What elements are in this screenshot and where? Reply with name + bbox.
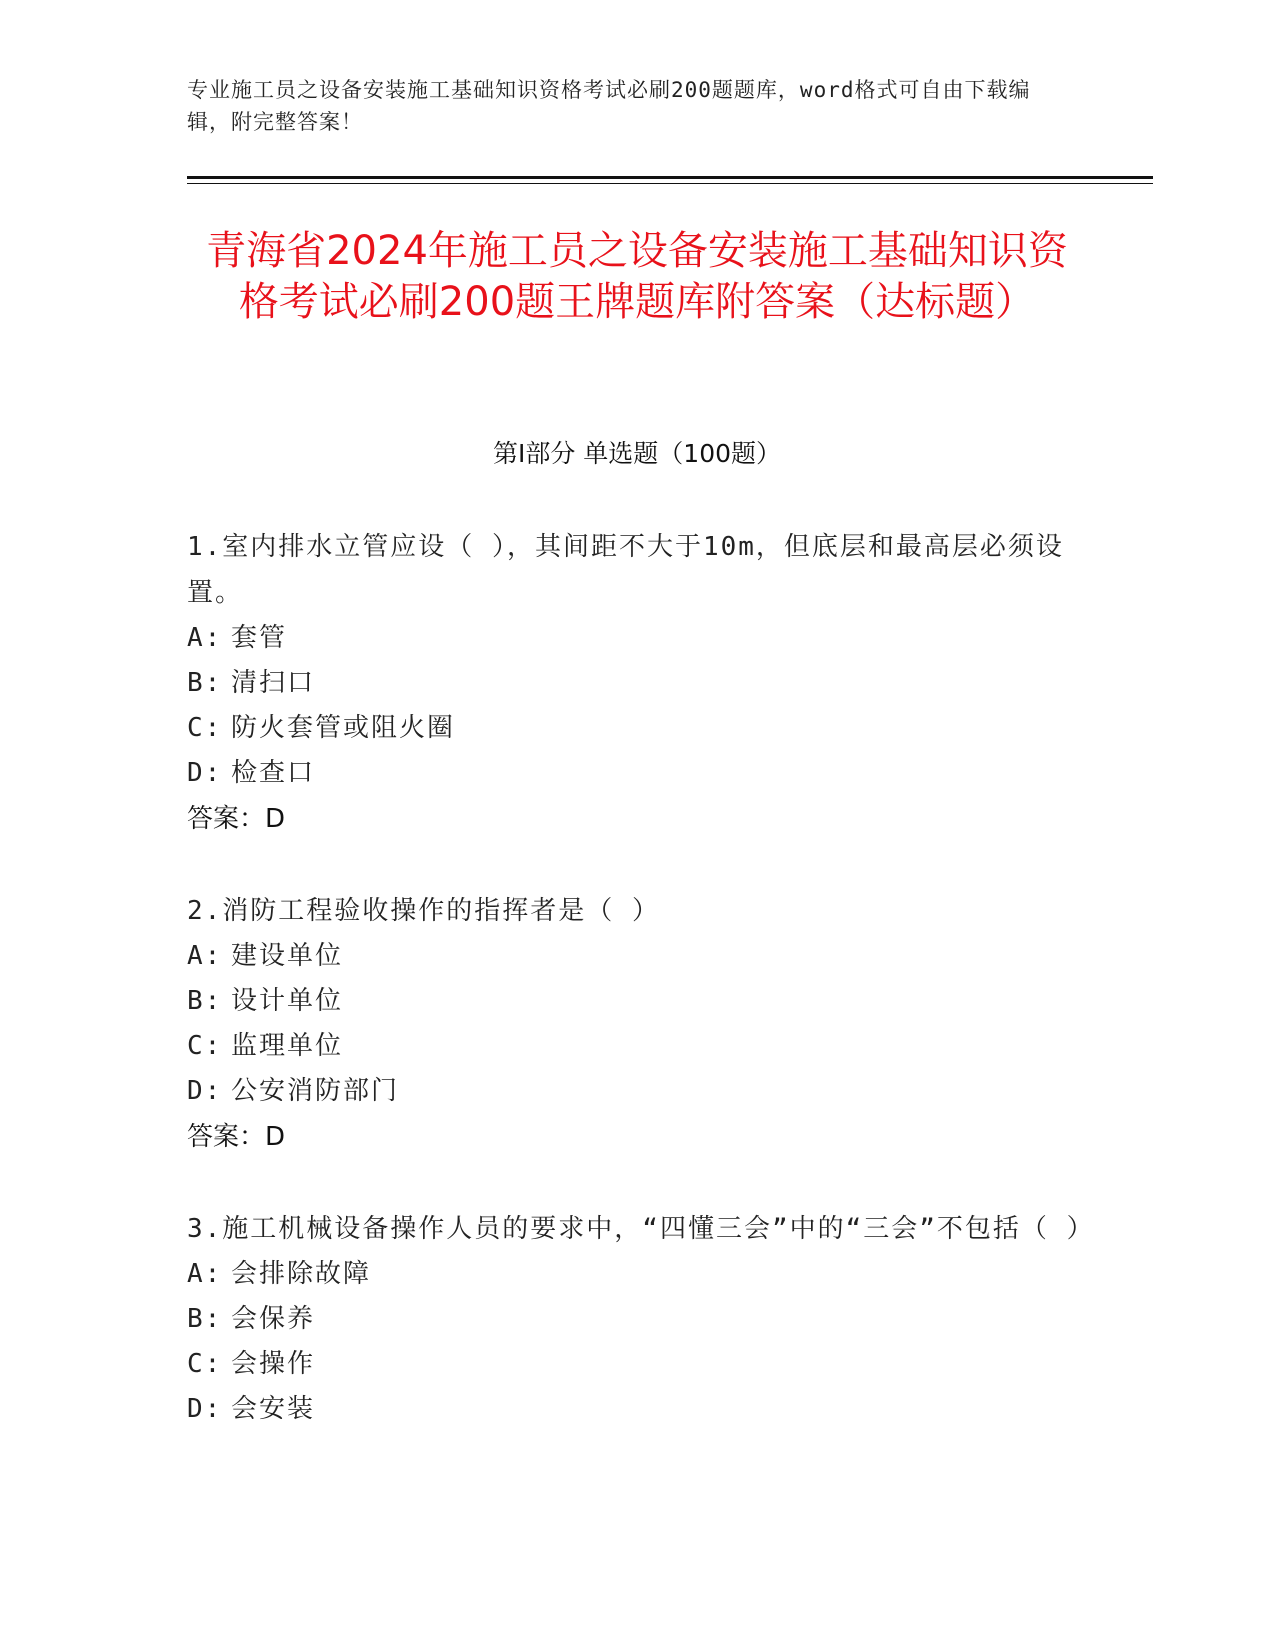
option-d (187, 751, 1087, 796)
option-letter: D: (187, 1076, 223, 1106)
option-text: 会操作 (231, 1349, 316, 1379)
option-text: 防火套管或阻火圈 (231, 713, 456, 743)
option-text: 清扫口 (231, 668, 316, 698)
option-letter: D: (187, 1394, 223, 1424)
option-letter: B: (187, 986, 223, 1016)
option-b (187, 661, 1087, 706)
option-c (187, 706, 1087, 751)
option-c (187, 1024, 1087, 1069)
question-list (187, 524, 1095, 1478)
header-note: 专业施工员之设备安装施工基础知识资格考试必刷200题题库，word格式可自由下载编辑，附完整答案！ (187, 78, 1031, 134)
question-stem: 2.消防工程验收操作的指挥者是（ ） (187, 896, 660, 926)
option-letter: C: (187, 1031, 223, 1061)
option-a (187, 934, 1087, 979)
option-b (187, 1297, 1087, 1342)
option-text: 监理单位 (231, 1031, 344, 1061)
option-text: 套管 (231, 623, 288, 653)
answer: 答案：D (187, 1122, 286, 1152)
option-text: 检查口 (231, 758, 316, 788)
option-letter: C: (187, 1349, 223, 1379)
question-stem: 1.室内排水立管应设（ ），其间距不大于10m，但底层和最高层必须设置。 (187, 532, 1064, 608)
question-1 (187, 524, 1087, 842)
section-title: 第Ⅰ部分 单选题（100题） (492, 439, 782, 468)
question-3 (187, 1206, 1095, 1432)
option-d (187, 1387, 1087, 1432)
question-2 (187, 888, 1087, 1160)
option-letter: A: (187, 941, 223, 971)
option-a (187, 616, 1087, 661)
option-text: 会保养 (231, 1304, 316, 1334)
option-letter: B: (187, 668, 223, 698)
option-d (187, 1069, 1087, 1114)
option-text: 设计单位 (231, 986, 344, 1016)
option-letter: D: (187, 758, 223, 788)
option-b (187, 979, 1087, 1024)
option-letter: A: (187, 1259, 223, 1289)
option-a (187, 1252, 1087, 1297)
header-divider-thick (187, 176, 1153, 179)
option-text: 会安装 (231, 1394, 316, 1424)
option-text: 建设单位 (231, 941, 344, 971)
document-title: 青海省2024年施工员之设备安装施工基础知识资格考试必刷200题王牌题库附答案（达标题） (206, 228, 1068, 325)
question-stem: 3.施工机械设备操作人员的要求中，“四懂三会”中的“三会”不包括（ ） (187, 1214, 1095, 1244)
option-text: 公安消防部门 (231, 1076, 400, 1106)
answer: 答案：D (187, 804, 286, 834)
option-c (187, 1342, 1087, 1387)
option-letter: B: (187, 1304, 223, 1334)
header-divider-thin (187, 183, 1153, 184)
option-letter: A: (187, 623, 223, 653)
option-letter: C: (187, 713, 223, 743)
option-text: 会排除故障 (231, 1259, 372, 1289)
